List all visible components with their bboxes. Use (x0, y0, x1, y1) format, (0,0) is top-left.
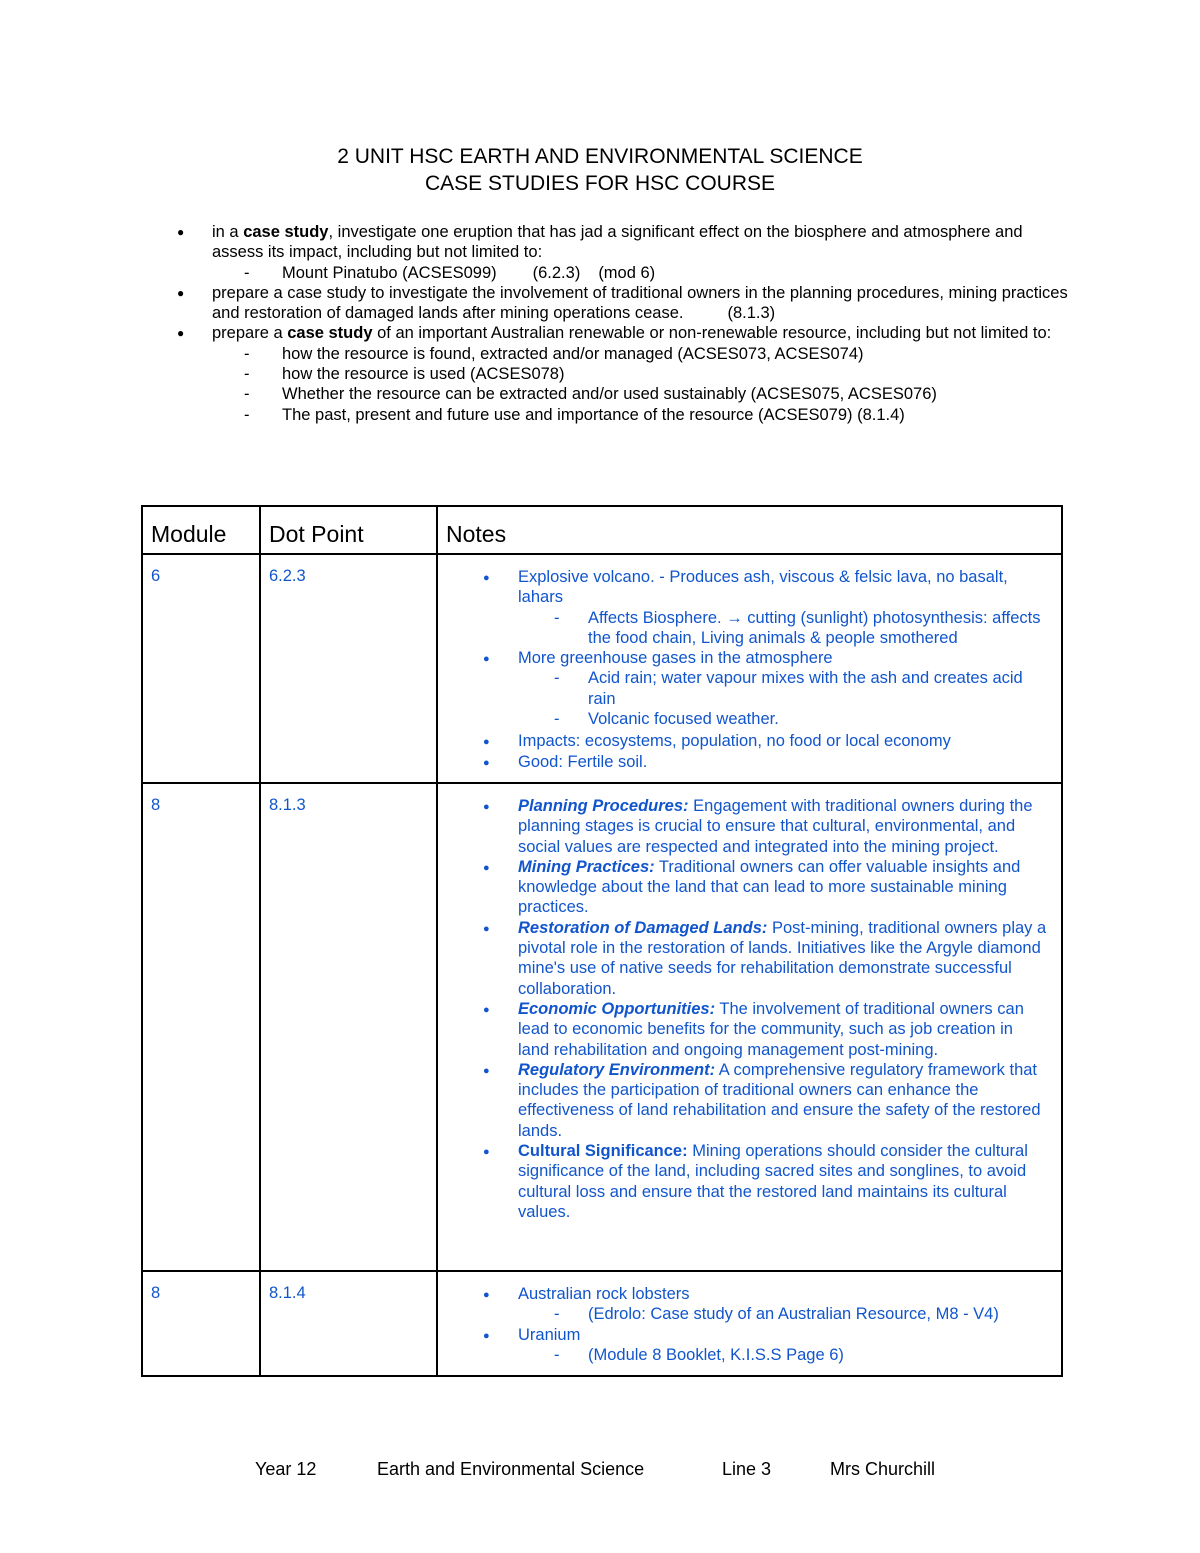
list-item: ● Explosive volcano. - Produces ash, viscous & felsic lava, no basalt, lahars (438, 567, 1047, 608)
module-cell: 6 (142, 554, 260, 783)
bold-text: case study (287, 324, 373, 343)
module-cell: 8 (142, 1271, 260, 1376)
list-item: - Acid rain; water vapour mixes with the ash and creates acid rain (438, 668, 1047, 709)
intro-dash-5: - The past, present and future use and importance of the resource (ACSES079) (8.1.4) (172, 405, 1072, 425)
list-item: ● Good: Fertile soil. (438, 752, 1047, 772)
ref: (6.2.3) (532, 263, 581, 282)
list-item (438, 1060, 1047, 1141)
intro-dash-2: - how the resource is found, extracted and/or managed (ACSES073, ACSES074) (172, 344, 1072, 364)
footer-subject: Earth and Environmental Science (377, 1459, 645, 1479)
intro-list (172, 222, 1072, 425)
list-item: ● Australian rock lobsters (438, 1284, 1047, 1304)
intro-bullet-1 (172, 222, 1072, 263)
notes-cell (437, 1271, 1062, 1376)
text: Post-mining, traditional owners play a pivotal role in the restoration of lands. Initiatives like the Argyle diamond mine's use of native seeds for rehabilitation demonstrate successful collaboration. (518, 918, 1047, 998)
footer-line: Line 3 (722, 1459, 772, 1479)
list-item: ● Uranium (438, 1325, 1047, 1345)
intro-dash-1 (172, 263, 1072, 283)
document-title (0, 143, 1200, 197)
text: Mount Pinatubo (ACSES099) (282, 263, 497, 282)
list-item: - (Module 8 Booklet, K.I.S.S Page 6) (438, 1345, 1047, 1365)
list-item: ● More greenhouse gases in the atmosphere (438, 648, 1047, 668)
list-item: - Volcanic focused weather. (438, 709, 1047, 729)
text: prepare a (212, 324, 288, 343)
dot-point-cell: 8.1.3 (260, 783, 437, 1271)
header-module: Module (142, 506, 260, 554)
mod: (mod 6) (598, 263, 656, 282)
text: Traditional owners can offer valuable insights and knowledge about the land that can lead to more sustainable mining practices. (518, 857, 1021, 917)
notes-list (438, 567, 1047, 772)
intro-dash-4: - Whether the resource can be extracted and/or used sustainably (ACSES075, ACSES076) (172, 384, 1072, 404)
keyword: Regulatory Environment: (518, 1060, 716, 1079)
text: Engagement with traditional owners during the planning stages is crucial to ensure that cultural, environmental, and social values are respected and integrated into the mining project. (518, 796, 1033, 856)
bold-text: case study (243, 223, 329, 241)
keyword: Economic Opportunities: (518, 999, 716, 1018)
notes-cell (437, 783, 1062, 1271)
keyword: Planning Procedures: (518, 796, 689, 815)
intro-dash-3: - how the resource is used (ACSES078) (172, 364, 1072, 384)
footer-year: Year 12 (255, 1459, 317, 1479)
list-item (438, 918, 1047, 999)
dot-point-cell: 8.1.4 (260, 1271, 437, 1376)
intro-bullet-3 (172, 323, 1072, 343)
list-item: - Affects Biosphere. → cutting (sunlight) photosynthesis: affects the food chain, Living animals & people smothered (438, 608, 1047, 649)
notes-list (438, 1284, 1047, 1365)
list-item: ● Impacts: ecosystems, population, no food or local economy (438, 731, 1047, 751)
footer-teacher: Mrs Churchill (830, 1459, 936, 1479)
case-study-table (141, 505, 1063, 1377)
dot-point-cell: 6.2.3 (260, 554, 437, 783)
table-row (142, 783, 1062, 1271)
intro-bullet-2 (172, 283, 1072, 324)
list-item (438, 857, 1047, 918)
text: in a (212, 223, 244, 241)
notes-list (438, 796, 1047, 1222)
table-header-row (142, 506, 1062, 554)
title-line-2: CASE STUDIES FOR HSC COURSE (424, 172, 776, 195)
module-cell: 8 (142, 783, 260, 1271)
list-item (438, 796, 1047, 857)
text: The involvement of traditional owners can lead to economic benefits for the community, such as job creation in land rehabilitation and ongoing management post-mining. (518, 999, 1024, 1059)
keyword: Restoration of Damaged Lands: (518, 918, 768, 937)
keyword: Mining Practices: (518, 857, 655, 876)
ref: (8.1.3) (727, 304, 776, 323)
text: of an important Australian renewable or non-renewable resource, including but not limited to: (372, 324, 1052, 343)
table-row (142, 554, 1062, 783)
list-item: - (Edrolo: Case study of an Australian Resource, M8 - V4) (438, 1304, 1047, 1324)
text: A comprehensive regulatory framework that includes the participation of traditional owners can enhance the effectiveness of land rehabilitation and ensure the safety of the restored lands. (518, 1060, 1041, 1140)
header-dot-point: Dot Point (260, 506, 437, 554)
notes-cell (437, 554, 1062, 783)
header-notes: Notes (437, 506, 1062, 554)
list-item (438, 1141, 1047, 1222)
list-item (438, 999, 1047, 1060)
text: prepare a case study to investigate the involvement of traditional owners in the planning procedures, mining practices and restoration of damaged lands after mining operations cease. (212, 283, 1068, 323)
title-line-1: 2 UNIT HSC EARTH AND ENVIRONMENTAL SCIENCE (337, 145, 863, 168)
keyword: Cultural Significance: (518, 1142, 688, 1161)
table-row (142, 1271, 1062, 1376)
text: Mining operations should consider the cultural significance of the land, including sacred sites and songlines, to avoid cultural loss and ensure that the restored land maintains its cultural values. (518, 1142, 1028, 1221)
text: , investigate one eruption that has jad a significant effect on the biosphere and atmosphere and assess its impact, including but not limited to: (212, 223, 1023, 262)
